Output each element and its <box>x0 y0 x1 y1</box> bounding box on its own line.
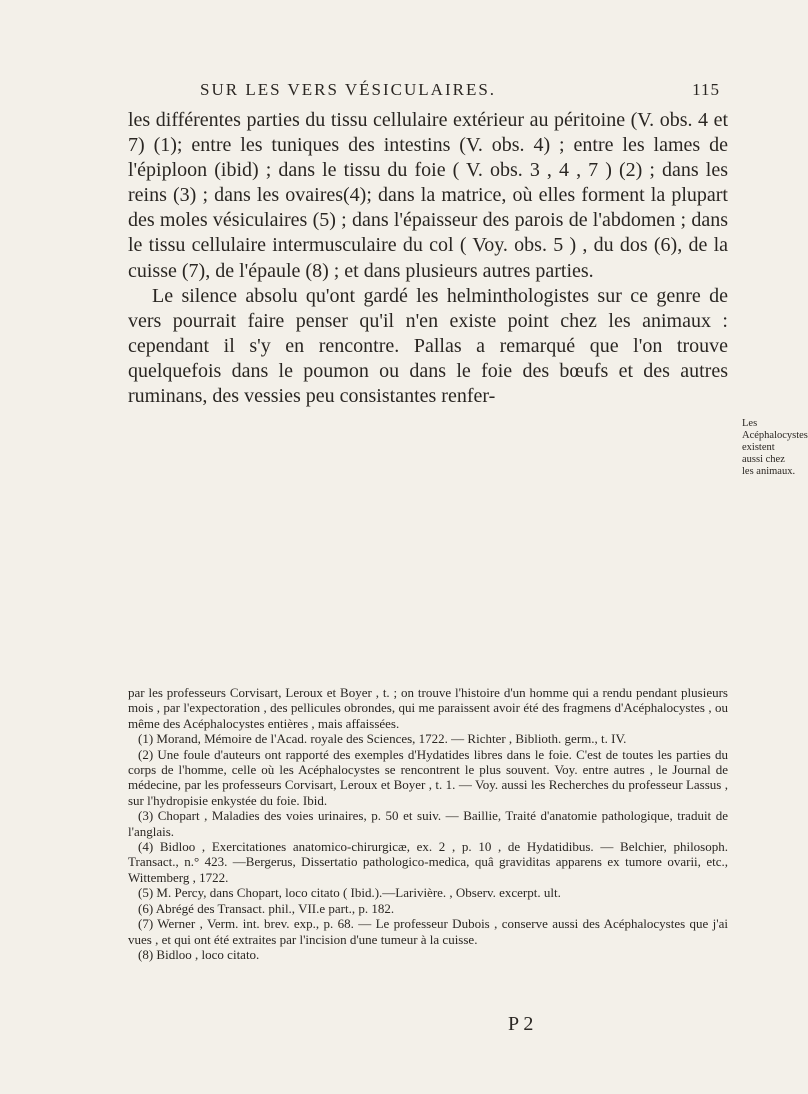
footnote: (7) Werner , Verm. int. brev. exp., p. 68. — Le professeur Dubois , conserve aussi des Acéphalocystes que j'ai vues , et qui ont été extraites par l'incision d'une tumeur à la cuisse. <box>128 916 728 947</box>
signature-mark: P 2 <box>508 1013 534 1035</box>
body-paragraph: Le silence absolu qu'ont gardé les helminthologistes sur ce genre de vers pourrait faire penser qu'il n'en existe point chez les animaux : cependant il s'y en rencontre. Pallas a remarqué que l'on trouve quelquefois dans le poumon ou dans le foie des bœufs et des autres ruminans, des vessies peu consistantes renfer- <box>128 284 728 408</box>
margin-note: Les Acéphalocystes existent aussi chez les animaux. <box>742 418 808 477</box>
page-number: 115 <box>692 80 720 99</box>
footnote: (2) Une foule d'auteurs ont rapporté des exemples d'Hydatides libres dans le foie. C'est de toutes les parties du corps de l'homme, celle où les Acéphalocystes se rencontrent le plus souvent. Voy. entre autres , le Journal de médecine, par les professeurs Corvisart, Leroux et Boyer , t. 1. — Voy. aussi les Recherches du professeur Lassus , sur l'hydropisie enkystée du foie. Ibid. <box>128 746 728 808</box>
footnote: (5) M. Percy, dans Chopart, loco citato ( Ibid.).—Larivière. , Observ. excerpt. ult. <box>138 885 561 901</box>
footnote: (3) Chopart , Maladies des voies urinaires, p. 50 et suiv. — Baillie, Traité d'anatomie pathologique, traduit de l'anglais. <box>128 808 728 839</box>
main-text <box>128 108 728 409</box>
running-title: SUR LES VERS VÉSICULAIRES. <box>200 80 497 99</box>
footnote: (8) Bidloo , loco citato. <box>138 946 260 962</box>
footnote: (4) Bidloo , Exercitationes anatomico-chirurgicæ, ex. 2 , p. 10 , de Hydatidibus. — Belchier, philosoph. Transact., n.° 423. —Bergerus, Dissertatio pathologico-medica, quâ graviditas apparens ex tumore ovarii, etc., Wittemberg , 1722. <box>128 839 728 885</box>
body-paragraph: les différentes parties du tissu cellulaire extérieur au péritoine (V. obs. 4 et 7) (1); entre les tuniques des intestins (V. obs. 4) ; entre les lames de l'épiploon (ibid) ; dans le tissu du foie ( V. obs. 3 , 4 , 7 ) (2) ; dans les reins (3) ; dans les ovaires(4); dans la matrice, où elles forment la plupart des moles vésiculaires (5) ; dans l'épaisseur des parois de l'abdomen ; dans le tissu cellulaire intermusculaire du col ( Voy. obs. 5 ) , du dos (6), de la cuisse (7), de l'épaule (8) ; et dans plusieurs autres parties. <box>128 109 728 282</box>
footnotes <box>128 685 728 962</box>
footnote: (6) Abrégé des Transact. phil., VII.e part., p. 182. <box>138 900 395 916</box>
footnote: (1) Morand, Mémoire de l'Acad. royale des Sciences, 1722. — Richter , Biblioth. germ., t. IV. <box>138 731 627 747</box>
footnote-continuation: par les professeurs Corvisart, Leroux et Boyer , t. ; on trouve l'histoire d'un homme qui a rendu pendant plusieurs mois , par l'expectoration , des pellicules obrondes, qui me paraissent avoir été des fragmens d'Acéphalocystes , ou même des Acéphalocystes entières , mais affaissées. <box>128 685 728 731</box>
running-head <box>200 80 720 106</box>
